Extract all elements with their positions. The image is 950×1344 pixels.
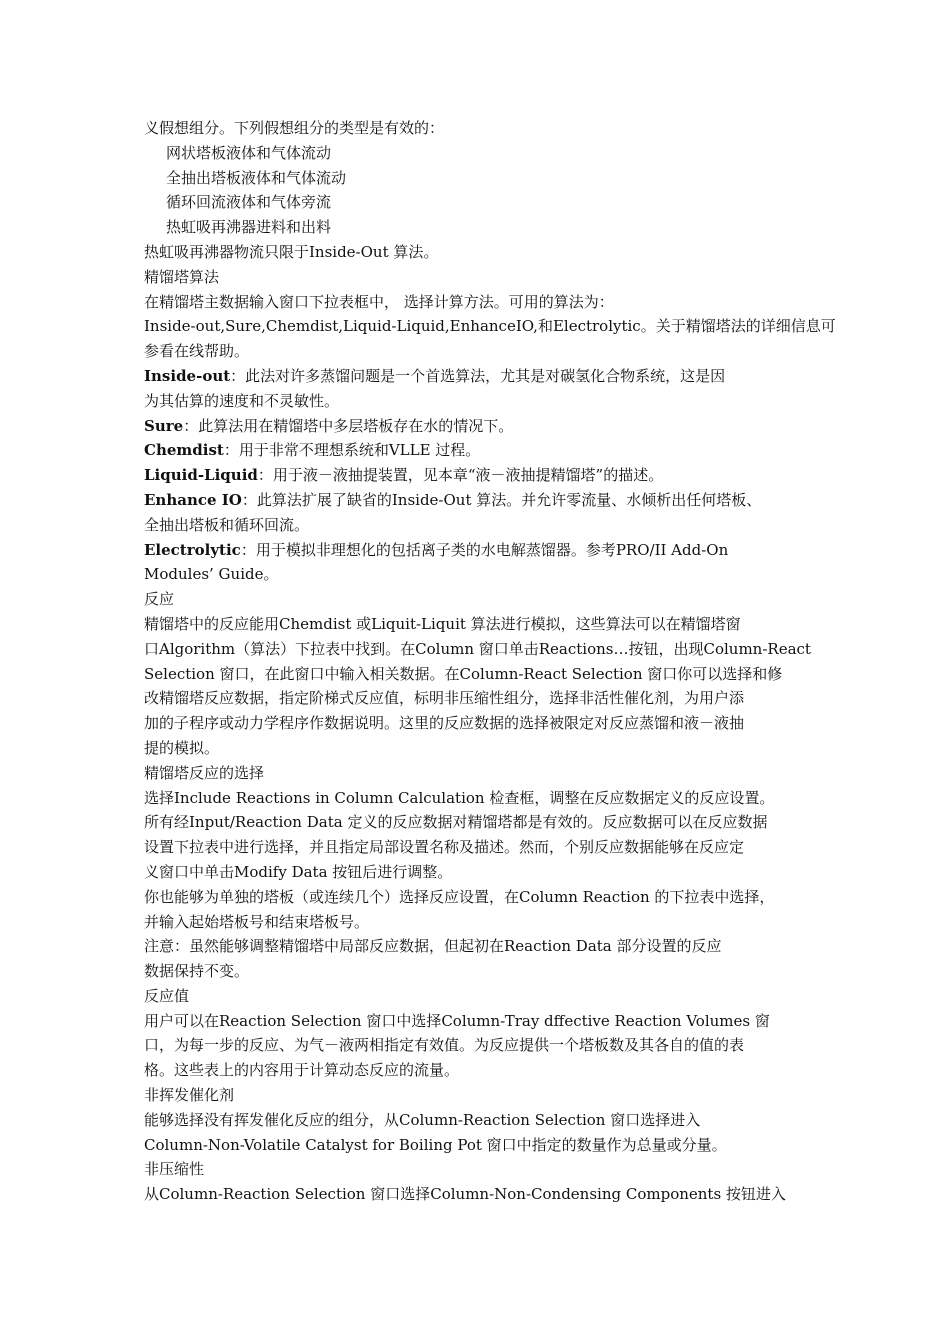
algorithm-term: Electrolytic: [144, 540, 241, 559]
line-text: 全抽出塔板液体和气体流动: [166, 168, 347, 187]
text-line: [144, 910, 810, 935]
line-text: 精馏塔中的反应能用Chemdist 或Liquit-Liquit 算法进行模拟，这些算法可以在精馏塔窗: [144, 614, 741, 633]
line-text: 所有经Input/Reaction Data 定义的反应数据对精馏塔都是有效的。反应数据可以在反应数据: [144, 813, 768, 832]
line-text: 格。这些表上的内容用于计算动态反应的流量。: [144, 1061, 460, 1080]
text-line: [144, 711, 810, 736]
line-text: 热虹吸再沸器物流只限于Inside-Out 算法。: [144, 242, 439, 261]
text-line: [144, 562, 810, 587]
line-text: 非挥发催化剂: [144, 1086, 235, 1105]
text-line: [144, 835, 810, 860]
line-text: 你也能够为单独的塔板（或连续几个）选择反应设置，在Column Reaction 的下拉表中选择，: [144, 887, 775, 906]
line-text: ：此法对许多蒸馏问题是一个首选算法，尤其是对碳氢化合物系统，这是因: [230, 366, 726, 385]
line-text: ：此算法扩展了缺省的Inside-Out 算法。并允许零流量、水倾析出任何塔板、: [241, 490, 762, 509]
text-line: [144, 761, 810, 786]
text-line: [144, 1182, 810, 1207]
line-text: Modules’ Guide。: [144, 565, 279, 584]
text-line: [144, 314, 836, 339]
algorithm-term: Liquid-Liquid: [144, 466, 258, 485]
line-text: ：用于液－液抽提装置，见本章“液－液抽提精馏塔”的描述。: [257, 466, 664, 485]
text-line: [144, 339, 810, 364]
text-line: [144, 488, 810, 513]
line-text: 加的子程序或动力学程序作数据说明。这里的反应数据的选择被限定对反应蒸馏和液－液抽: [144, 714, 745, 733]
text-line: [144, 686, 810, 711]
line-text: 改精馏塔反应数据，指定阶梯式反应值，标明非压缩性组分，选择非活性催化剂，为用户添: [144, 689, 745, 708]
text-line: [144, 166, 810, 191]
line-text: 口Algorithm（算法）下拉表中找到。在Column 窗口单击Reactions…按钮，出现Column-React: [144, 639, 811, 658]
line-text: 注意：虽然能够调整精馏塔中局部反应数据，但起初在Reaction Data 部分设置的反应: [144, 937, 722, 956]
line-text: Inside-out,Sure,Chemdist,Liquid-Liquid,EnhanceIO,和Electrolytic。关于精馏塔法的详细信息可: [144, 317, 836, 336]
text-line: [144, 538, 810, 563]
document-page: [144, 116, 836, 1207]
line-text: 义窗口中单击Modify Data 按钮后进行调整。: [144, 862, 453, 881]
line-text: 在精馏塔主数据输入窗口下拉表框中， 选择计算方法。可用的算法为：: [144, 292, 614, 311]
line-text: 从Column-Reaction Selection 窗口选择Column-Non-Condensing Components 按钮进入: [144, 1185, 786, 1204]
line-text: Selection 窗口，在此窗口中输入相关数据。在Column-React Selection 窗口你可以选择和修: [144, 664, 783, 683]
text-line: [144, 810, 810, 835]
line-text: 参看在线帮助。: [144, 342, 250, 361]
algorithm-term: Inside-out: [144, 366, 231, 385]
line-text: 用户可以在Reaction Selection 窗口中选择Column-Tray dffective Reaction Volumes 窗: [144, 1011, 770, 1030]
text-line: [144, 637, 810, 662]
text-line: [144, 736, 810, 761]
text-line: [144, 1157, 810, 1182]
line-text: 网状塔板液体和气体流动: [166, 143, 332, 162]
text-line: [144, 959, 810, 984]
line-text: 全抽出塔板和循环回流。: [144, 515, 310, 534]
text-line: [144, 1033, 810, 1058]
text-line: [144, 612, 810, 637]
line-text: 设置下拉表中进行选择，并且指定局部设置名称及描述。然而，个别反应数据能够在反应定: [144, 838, 745, 857]
line-text: 能够选择没有挥发催化反应的组分，从Column-Reaction Selection 窗口选择进入: [144, 1110, 701, 1129]
text-line: [144, 240, 810, 265]
text-line: [144, 190, 810, 215]
text-line: [144, 1133, 810, 1158]
text-line: [144, 265, 810, 290]
text-line: [144, 116, 810, 141]
algorithm-term: Enhance IO: [144, 490, 242, 509]
line-text: 反应值: [144, 986, 190, 1005]
line-text: 热虹吸再沸器进料和出料: [166, 218, 332, 237]
algorithm-term: Sure: [144, 416, 184, 435]
text-line: [144, 141, 810, 166]
text-line: [144, 438, 810, 463]
line-text: 并输入起始塔板号和结束塔板号。: [144, 912, 370, 931]
line-text: ：此算法用在精馏塔中多层塔板存在水的情况下。: [183, 416, 514, 435]
algorithm-term: Chemdist: [144, 441, 224, 460]
text-line: [144, 984, 810, 1009]
line-text: ：用于模拟非理想化的包括离子类的水电解蒸馏器。参考PRO/II Add-On: [240, 540, 729, 559]
line-text: 口，为每一步的反应、为气－液两相指定有效值。为反应提供一个塔板数及其各自的值的表: [144, 1036, 745, 1055]
line-text: 循环回流液体和气体旁流: [166, 193, 332, 212]
line-text: 精馏塔反应的选择: [144, 763, 265, 782]
text-line: [144, 463, 810, 488]
text-line: [144, 513, 810, 538]
text-line: [144, 389, 810, 414]
line-text: 为其估算的速度和不灵敏性。: [144, 391, 340, 410]
text-line: [144, 414, 810, 439]
text-line: [144, 662, 810, 687]
text-line: [144, 215, 810, 240]
text-line: [144, 587, 810, 612]
line-text: Column-Non-Volatile Catalyst for Boiling Pot 窗口中指定的数量作为总量或分量。: [144, 1135, 727, 1154]
text-line: [144, 1083, 810, 1108]
text-line: [144, 364, 810, 389]
text-line: [144, 290, 810, 315]
text-line: [144, 860, 810, 885]
text-line: [144, 1009, 810, 1034]
line-text: ：用于非常不理想系统和VLLE 过程。: [223, 441, 481, 460]
text-line: [144, 885, 810, 910]
line-text: 提的模拟。: [144, 738, 220, 757]
text-line: [144, 1108, 810, 1133]
text-line: [144, 786, 810, 811]
text-line: [144, 1058, 810, 1083]
line-text: 非压缩性: [144, 1160, 205, 1179]
text-line: [144, 934, 810, 959]
line-text: 精馏塔算法: [144, 267, 220, 286]
line-text: 选择Include Reactions in Column Calculation 检查框，调整在反应数据定义的反应设置。: [144, 788, 775, 807]
line-text: 数据保持不变。: [144, 962, 250, 981]
line-text: 义假想组分。下列假想组分的类型是有效的：: [144, 119, 445, 137]
line-text: 反应: [144, 590, 175, 609]
